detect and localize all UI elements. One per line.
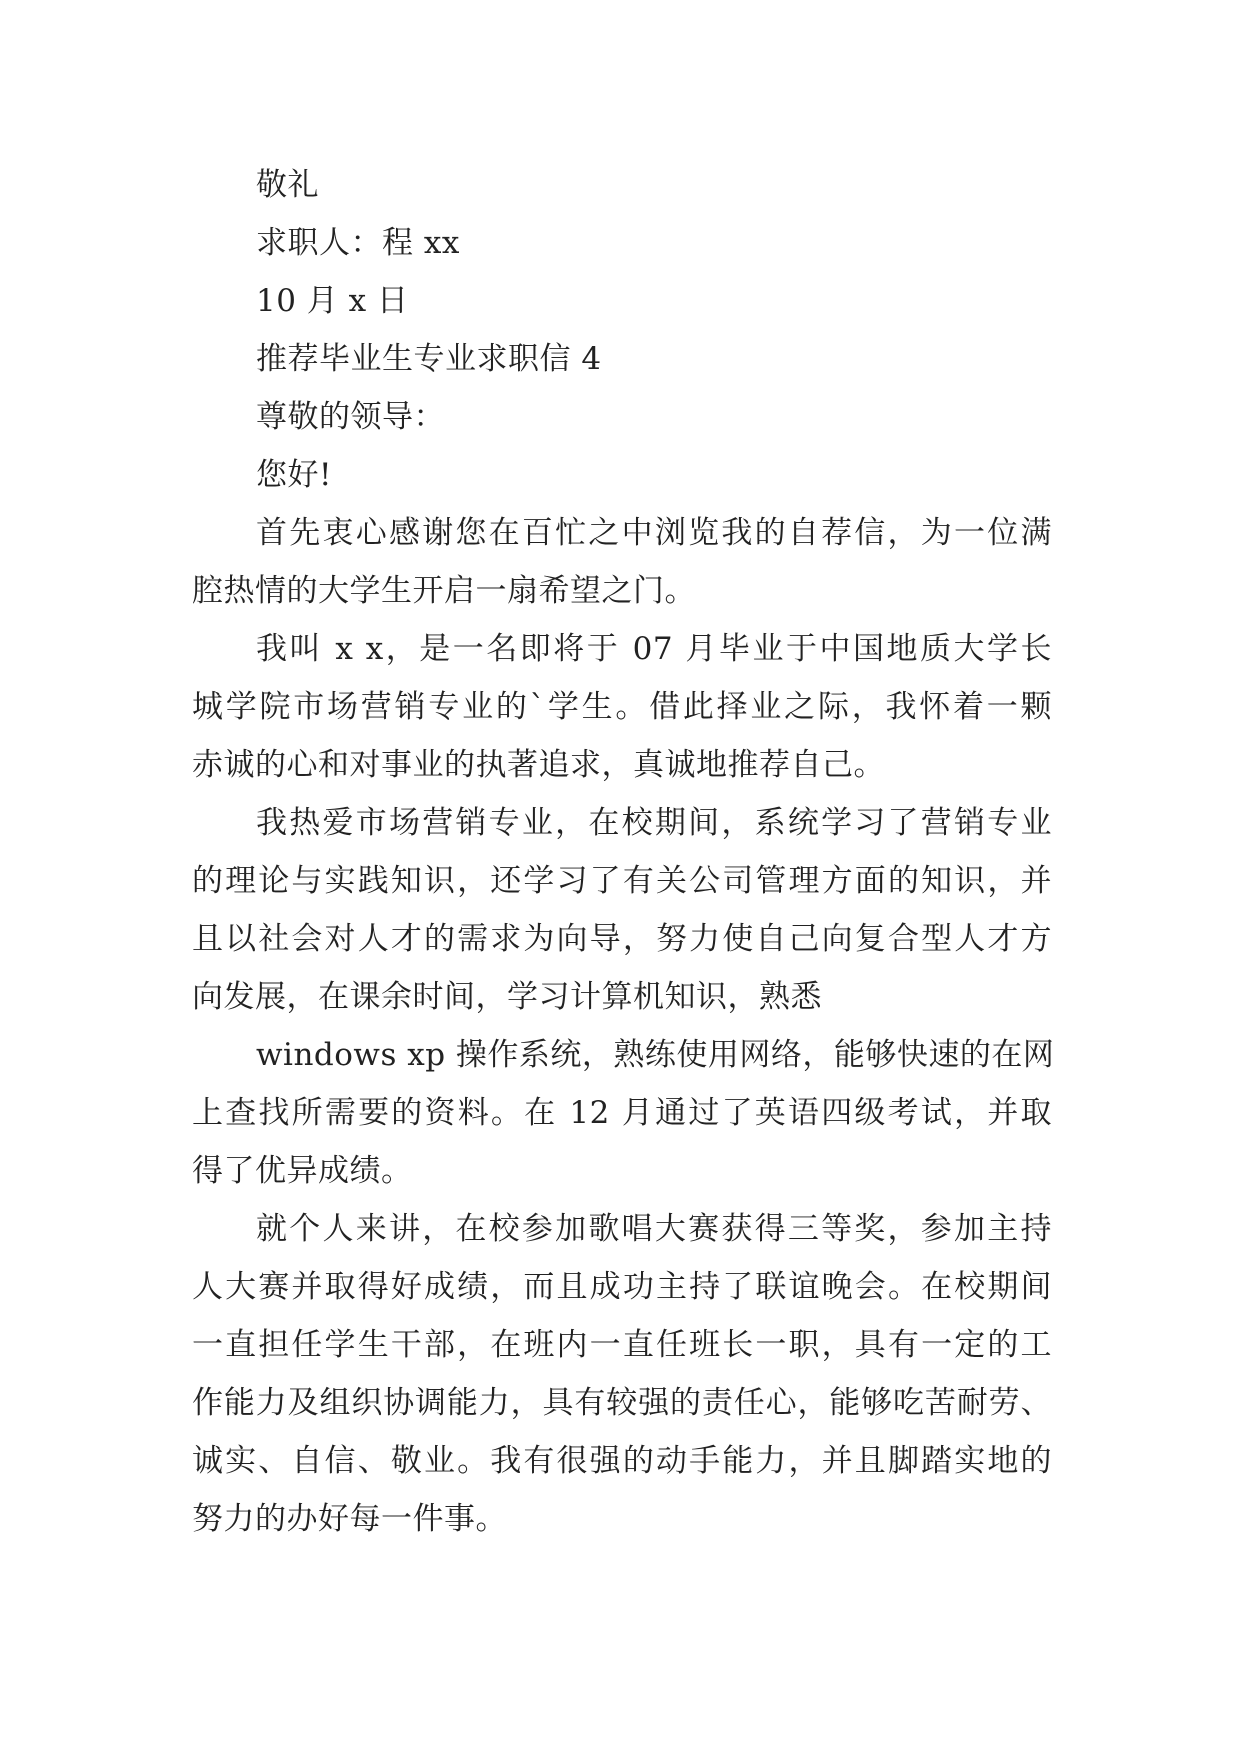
- paragraph-line: 一直担任学生干部，在班内一直任班长一职，具有一定的工: [192, 1327, 1052, 1363]
- closing-salutation: 敬礼: [256, 167, 319, 203]
- paragraph-line: 赤诚的心和对事业的执著追求，真诚地推荐自己。: [192, 747, 885, 783]
- paragraph-line: 诚实、自信、敬业。我有很强的动手能力，并且脚踏实地的: [192, 1443, 1052, 1479]
- paragraph-line: 我热爱市场营销专业，在校期间，系统学习了营销专业: [256, 805, 1052, 841]
- paragraph-line: 的理论与实践知识，还学习了有关公司管理方面的知识，并: [192, 863, 1052, 899]
- paragraph-line: 得了优异成绩。: [192, 1153, 413, 1189]
- paragraph-line: 首先衷心感谢您在百忙之中浏览我的自荐信，为一位满: [256, 515, 1052, 551]
- paragraph-line: 向发展，在课余时间，学习计算机知识，熟悉: [192, 979, 822, 1015]
- paragraph-line: 腔热情的大学生开启一扇希望之门。: [192, 573, 696, 609]
- paragraph-line: 作能力及组织协调能力，具有较强的责任心，能够吃苦耐劳、: [192, 1385, 1052, 1421]
- paragraph-line: 人大赛并取得好成绩，而且成功主持了联谊晚会。在校期间: [192, 1269, 1052, 1305]
- paragraph-line: 城学院市场营销专业的`学生。借此择业之际，我怀着一颗: [192, 689, 1052, 725]
- paragraph-line: 努力的办好每一件事。: [192, 1501, 507, 1537]
- greeting-recipient: 尊敬的领导：: [256, 399, 445, 435]
- letter-date: 10 月 x 日: [256, 283, 409, 319]
- letter-title: 推荐毕业生专业求职信 4: [256, 341, 602, 377]
- paragraph-line: 且以社会对人才的需求为向导，努力使自己向复合型人才方: [192, 921, 1052, 957]
- paragraph-line: windows xp 操作系统，熟练使用网络，能够快速的在网: [256, 1037, 1055, 1073]
- greeting-hello: 您好!: [256, 457, 332, 493]
- paragraph-line: 就个人来讲，在校参加歌唱大赛获得三等奖，参加主持: [256, 1211, 1052, 1247]
- applicant-signature: 求职人：程 xx: [256, 225, 460, 261]
- paragraph-line: 我叫 x x，是一名即将于 07 月毕业于中国地质大学长: [256, 631, 1052, 667]
- letter-body: [192, 156, 1055, 1548]
- paragraph-line: 上查找所需要的资料。在 12 月通过了英语四级考试，并取: [192, 1095, 1052, 1131]
